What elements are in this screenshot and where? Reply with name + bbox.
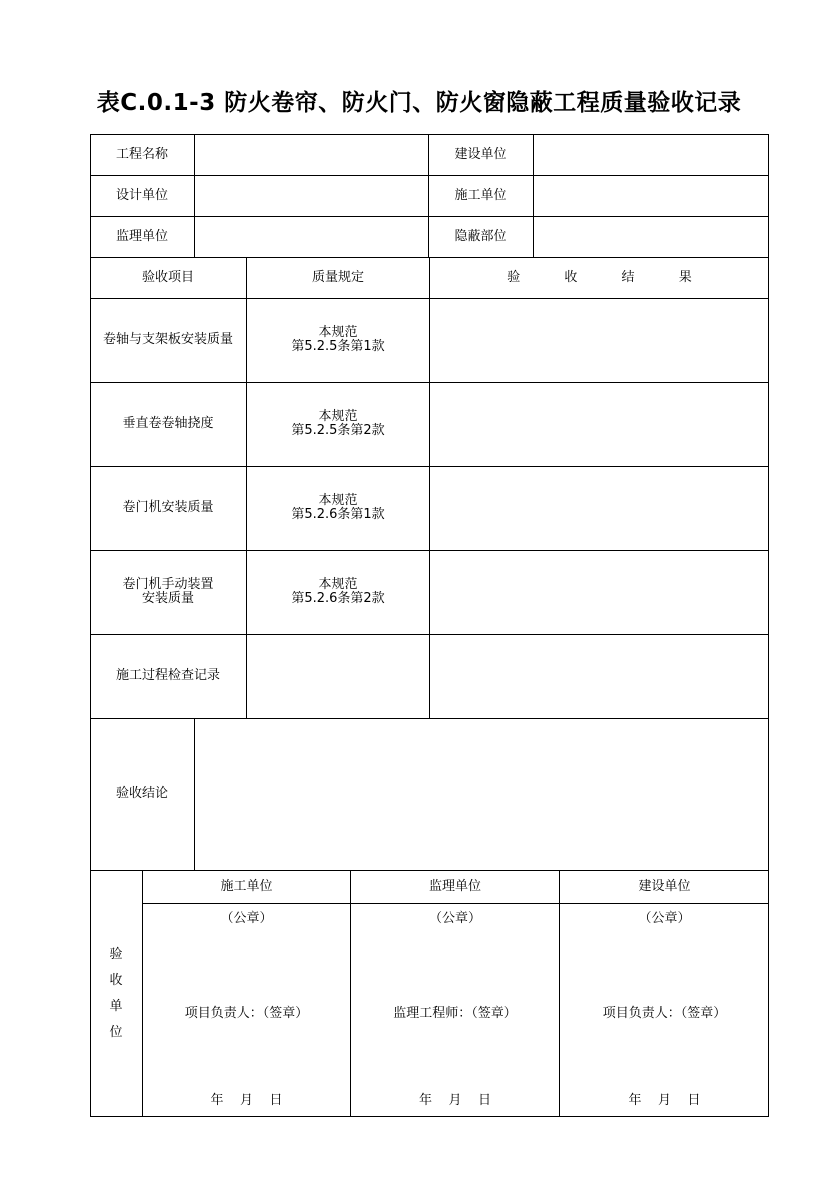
date-line: 年 月 日 — [418, 1093, 492, 1108]
row-rule — [247, 550, 429, 634]
rule-line: 本规范 — [318, 493, 358, 508]
concealed-part-field[interactable] — [534, 216, 769, 257]
row-rule — [247, 466, 429, 550]
project-name-field[interactable] — [195, 134, 428, 175]
concealed-part-label: 隐蔽部位 — [454, 228, 507, 244]
conclusion-field[interactable] — [195, 718, 769, 870]
side-char: 位 — [109, 1024, 123, 1040]
signer-line: 项目负责人：（签章） — [184, 1006, 309, 1021]
side-char: 收 — [109, 972, 123, 988]
supervision-unit-label: 监理单位 — [115, 228, 168, 244]
builder-unit-field[interactable] — [534, 175, 769, 216]
date-line: 年 月 日 — [628, 1093, 701, 1108]
row-result-field[interactable] — [430, 634, 769, 718]
unit-name: 建设单位 — [638, 878, 691, 894]
row-item: 卷门机手动装置 安装质量 — [122, 577, 214, 606]
row-rule — [247, 298, 429, 382]
seal-note: （公章） — [428, 911, 481, 926]
side-char: 单 — [109, 998, 123, 1014]
row-item: 施工过程检查记录 — [115, 668, 220, 683]
acceptance-units-label — [90, 870, 142, 1117]
rule-line: 第5.2.6条第1款 — [291, 507, 385, 522]
column-header-rule: 质量规定 — [311, 269, 364, 285]
row-result-field[interactable] — [430, 550, 769, 634]
date-line: 年 月 日 — [210, 1093, 283, 1108]
column-header-item: 验收项目 — [141, 269, 194, 285]
construction-unit-label: 建设单位 — [454, 146, 507, 162]
unit-name: 监理单位 — [428, 878, 481, 894]
rule-line: 本规范 — [318, 577, 358, 592]
seal-note: （公章） — [638, 911, 691, 926]
column-header-result: 验 收 结 果 — [507, 269, 712, 285]
row-result-field[interactable] — [430, 382, 769, 466]
row-rule-field[interactable] — [247, 634, 429, 718]
rule-line: 第5.2.5条第1款 — [291, 339, 385, 354]
side-char: 验 — [109, 946, 123, 962]
conclusion-label: 验收结论 — [115, 786, 168, 801]
rule-line: 本规范 — [318, 409, 358, 424]
rule-line: 本规范 — [318, 325, 358, 340]
design-unit-label: 设计单位 — [115, 187, 168, 203]
row-result-field[interactable] — [430, 298, 769, 382]
signer-line: 项目负责人：（签章） — [602, 1006, 727, 1021]
row-item: 卷轴与支架板安装质量 — [102, 332, 233, 347]
construction-unit-field[interactable] — [534, 134, 769, 175]
project-name-label: 工程名称 — [115, 146, 168, 162]
signer-line: 监理工程师：（签章） — [393, 1006, 517, 1021]
builder-unit-label: 施工单位 — [454, 187, 507, 203]
seal-note: （公章） — [220, 911, 273, 926]
row-item: 卷门机安装质量 — [122, 500, 214, 515]
supervision-unit-field[interactable] — [195, 216, 428, 257]
row-rule — [247, 382, 429, 466]
rule-line: 第5.2.5条第2款 — [291, 423, 385, 438]
rule-line: 第5.2.6条第2款 — [291, 591, 385, 606]
row-item: 垂直卷卷轴挠度 — [122, 416, 214, 431]
page-title: 表C.0.1-3 防火卷帘、防火门、防火窗隐蔽工程质量验收记录 — [96, 90, 742, 116]
design-unit-field[interactable] — [195, 175, 428, 216]
row-result-field[interactable] — [430, 466, 769, 550]
table-rule — [142, 903, 769, 904]
unit-name: 施工单位 — [220, 878, 273, 894]
